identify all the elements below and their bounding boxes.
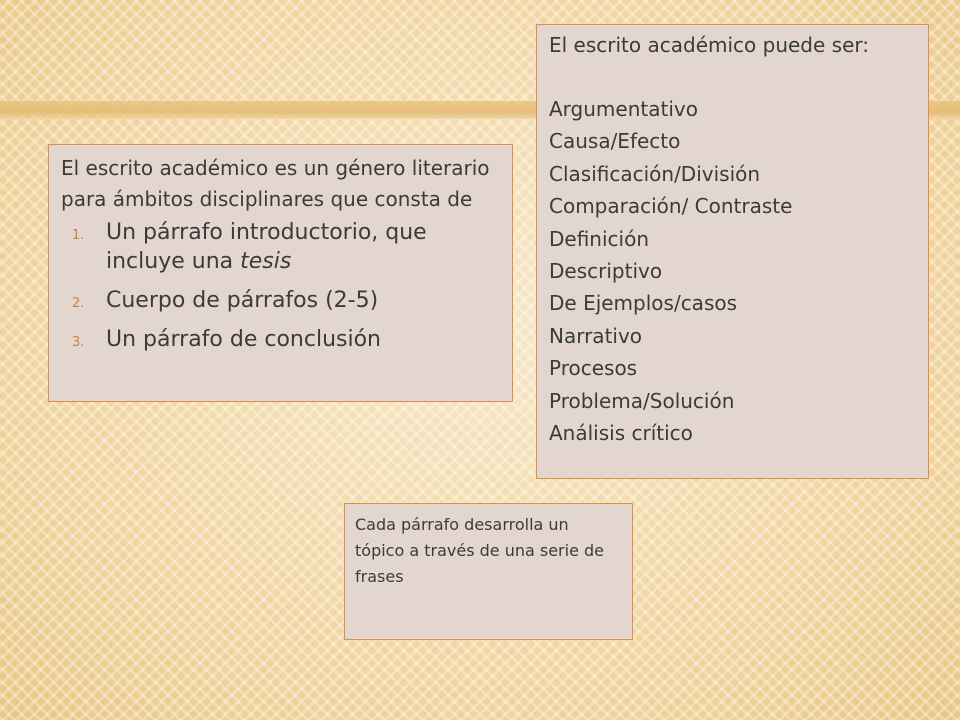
type-item: De Ejemplos/casos xyxy=(549,291,738,316)
type-item: Comparación/ Contraste xyxy=(549,194,793,219)
item-number: 3. xyxy=(72,335,85,350)
item-number: 2. xyxy=(72,296,85,311)
structure-list xyxy=(61,218,500,354)
type-item: Narrativo xyxy=(549,323,643,348)
types-list xyxy=(549,93,916,449)
type-item: Descriptivo xyxy=(549,259,663,284)
type-item: Causa/Efecto xyxy=(549,129,681,154)
types-textbox xyxy=(536,24,929,479)
definition-textbox xyxy=(48,144,513,402)
definition-text: El escrito académico es un género literario para ámbitos disciplinares que consta de xyxy=(61,156,490,211)
type-item: Procesos xyxy=(549,356,638,381)
types-heading: El escrito académico puede ser: xyxy=(549,33,869,57)
type-item: Análisis crítico xyxy=(549,421,693,446)
type-item: Argumentativo xyxy=(549,97,698,121)
structure-item xyxy=(61,218,500,276)
item-text: Cuerpo de párrafos (2-5) xyxy=(106,288,379,313)
item-emphasis: tesis xyxy=(240,249,292,274)
type-item: Problema/Solución xyxy=(549,388,735,413)
paragraph-note-textbox xyxy=(344,503,633,640)
structure-item xyxy=(61,286,500,315)
item-text: Un párrafo de conclusión xyxy=(106,327,381,352)
item-text: Un párrafo introductorio, que incluye una xyxy=(106,220,427,274)
structure-item xyxy=(61,325,500,354)
type-item: Definición xyxy=(549,226,649,251)
item-number: 1. xyxy=(72,228,85,243)
type-item: Clasificación/División xyxy=(549,161,761,186)
paragraph-note-text: Cada párrafo desarrolla un tópico a través de una serie de frases xyxy=(355,515,605,586)
